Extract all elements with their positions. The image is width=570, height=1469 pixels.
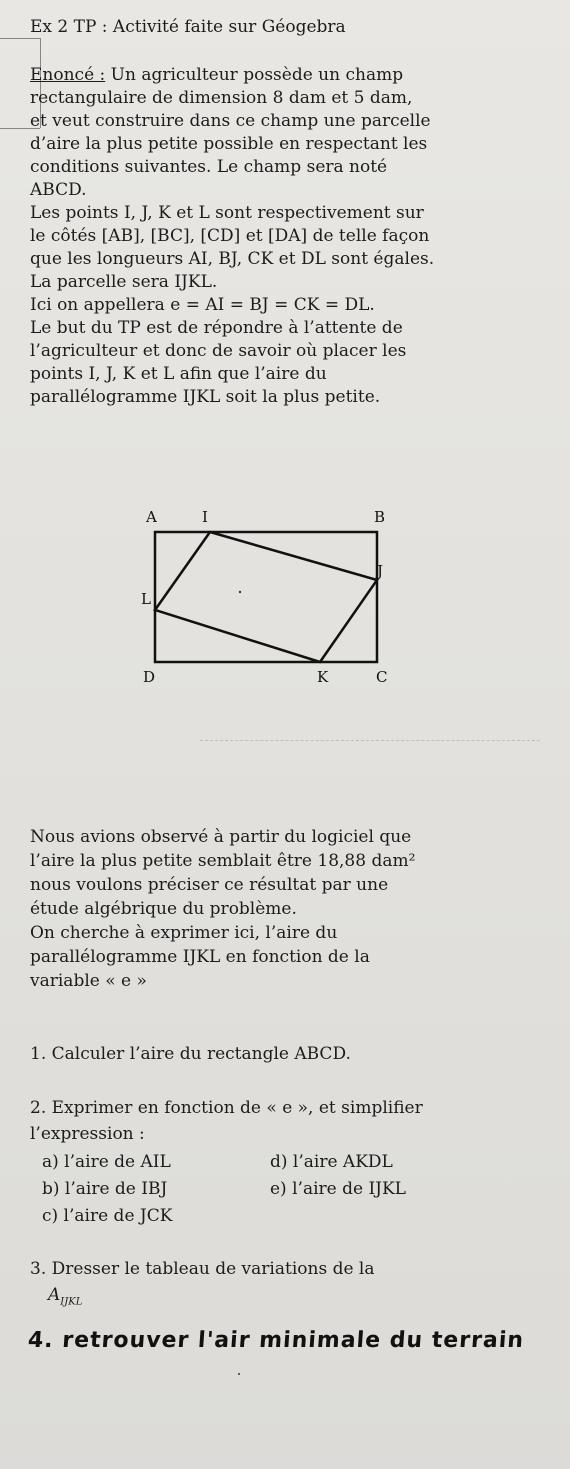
observation-line: parallélogramme IJKL en fonction de la xyxy=(30,947,370,967)
question-2d: d) l’aire AKDL xyxy=(270,1152,393,1172)
question-2-continued: l’expression : xyxy=(30,1124,145,1144)
enonce-label: Enoncé : xyxy=(30,65,106,85)
label-d: D xyxy=(143,668,156,686)
statement-line: Ici on appellera e = AI = BJ = CK = DL. xyxy=(30,295,375,315)
question-3-area xyxy=(48,1284,82,1313)
statement-line: points I, J, K et L afin que l’aire du xyxy=(30,364,327,384)
statement-line: Un agriculteur possède un champ xyxy=(105,65,404,85)
rectangle-abcd xyxy=(155,532,377,662)
label-k: K xyxy=(317,668,329,686)
observation-text xyxy=(30,825,415,993)
statement-line: rectangulaire de dimension 8 dam et 5 dam, xyxy=(30,88,413,108)
question-2: 2. Exprimer en fonction de « e », et simplifier xyxy=(30,1098,423,1118)
observation-line: variable « e » xyxy=(30,971,147,991)
parallelogram-ijkl xyxy=(155,532,377,662)
handwritten-question-4: 4. retrouver l'air minimale du terrain xyxy=(27,1328,525,1353)
question-2c: c) l’aire de JCK xyxy=(42,1206,173,1226)
statement-line: Le but du TP est de répondre à l’attente de xyxy=(30,318,403,338)
observation-line: On cherche à exprimer ici, l’aire du xyxy=(30,923,338,943)
label-c: C xyxy=(376,668,388,686)
observation-line: nous voulons préciser ce résultat par une xyxy=(30,875,389,895)
area-symbol: A xyxy=(48,1285,61,1305)
fold-line xyxy=(200,740,540,741)
label-l: L xyxy=(141,590,151,608)
question-2a: a) l’aire de AIL xyxy=(42,1152,171,1172)
dot xyxy=(238,1373,240,1375)
statement-line: ABCD. xyxy=(30,180,87,200)
observation-line: étude algébrique du problème. xyxy=(30,899,297,919)
geometry-figure xyxy=(130,500,410,700)
label-i: I xyxy=(202,508,208,526)
statement-line: et veut construire dans ce champ une parcelle xyxy=(30,111,431,131)
problem-statement xyxy=(30,64,434,409)
statement-line: l’agriculteur et donc de savoir où placer les xyxy=(30,341,407,361)
area-subscript: IJKL xyxy=(60,1296,83,1308)
label-j: J xyxy=(377,562,384,580)
observation-line: l’aire la plus petite semblait être 18,88 dam² xyxy=(30,851,416,871)
exercise-title: Ex 2 TP : Activité faite sur Géogebra xyxy=(30,17,346,37)
statement-line: parallélogramme IJKL soit la plus petite. xyxy=(30,387,381,407)
question-2e: e) l’aire de IJKL xyxy=(270,1179,406,1199)
statement-line: conditions suivantes. Le champ sera noté xyxy=(30,157,388,177)
statement-line: Les points I, J, K et L sont respectivement sur xyxy=(30,203,424,223)
question-2b: b) l’aire de IBJ xyxy=(42,1179,168,1199)
question-1: 1. Calculer l’aire du rectangle ABCD. xyxy=(30,1044,351,1064)
label-a: A xyxy=(146,508,157,526)
statement-line: La parcelle sera IJKL. xyxy=(30,272,218,292)
question-3: 3. Dresser le tableau de variations de la xyxy=(30,1259,375,1279)
statement-line: le côtés [AB], [BC], [CD] et [DA] de telle façon xyxy=(30,226,430,246)
statement-line: d’aire la plus petite possible en respectant les xyxy=(30,134,428,154)
dot xyxy=(239,591,241,593)
statement-line: que les longueurs AI, BJ, CK et DL sont égales. xyxy=(30,249,435,269)
observation-line: Nous avions observé à partir du logiciel que xyxy=(30,827,412,847)
label-b: B xyxy=(374,508,386,526)
